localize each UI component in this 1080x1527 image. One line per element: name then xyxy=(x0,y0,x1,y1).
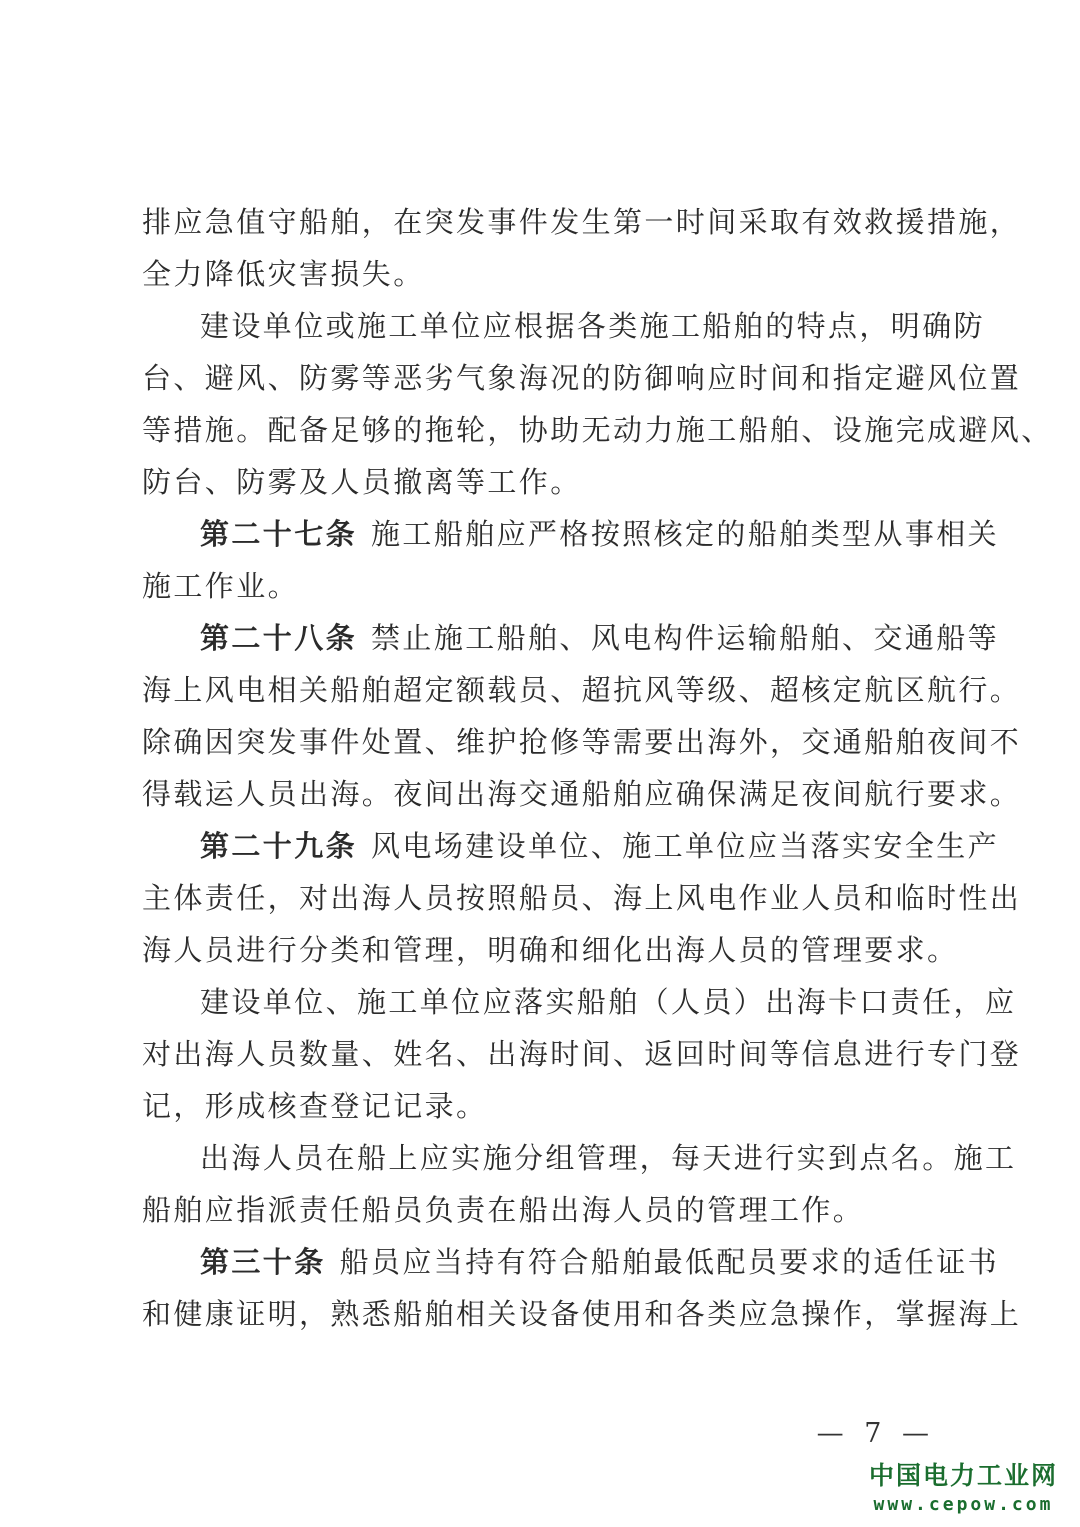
text-line: 等措施。配备足够的拖轮，协助无动力施工船舶、设施完成避风、 xyxy=(142,413,1053,447)
text-line: 防台、防雾及人员撤离等工作。 xyxy=(142,465,582,499)
article-29-line xyxy=(142,820,1000,872)
paragraph-line: 出海人员在船上应实施分组管理，每天进行实到点名。施工 xyxy=(200,1141,1017,1175)
text-line: 施工作业。 xyxy=(142,569,300,603)
text-line: 船舶应指派责任船员负责在船出海人员的管理工作。 xyxy=(142,1193,865,1227)
article-heading: 第二十七条 xyxy=(200,517,358,551)
article-text: 禁止施工船舶、风电构件运输船舶、交通船等 xyxy=(371,621,1000,655)
article-heading: 第三十条 xyxy=(200,1245,326,1279)
text-line: 记，形成核查登记记录。 xyxy=(142,1089,488,1123)
article-text: 施工船舶应严格按照核定的船舶类型从事相关 xyxy=(371,517,1000,551)
text-line: 海人员进行分类和管理，明确和细化出海人员的管理要求。 xyxy=(142,933,959,967)
text-line: 对出海人员数量、姓名、出海时间、返回时间等信息进行专门登 xyxy=(142,1037,1022,1071)
paragraph-line: 建设单位、施工单位应落实船舶（人员）出海卡口责任，应 xyxy=(200,985,1017,1019)
watermark-name: 中国电力工业网 xyxy=(868,1461,1058,1490)
text-line: 和健康证明，熟悉船舶相关设备使用和各类应急操作，掌握海上 xyxy=(142,1297,1022,1331)
text-line: 主体责任，对出海人员按照船员、海上风电作业人员和临时性出 xyxy=(142,881,1022,915)
text-line: 海上风电相关船舶超定额载员、超抗风等级、超核定航区航行。 xyxy=(142,673,1022,707)
article-heading: 第二十九条 xyxy=(200,829,358,863)
text-line: 除确因突发事件处置、维护抢修等需要出海外，交通船舶夜间不 xyxy=(142,725,1022,759)
paragraph-line: 建设单位或施工单位应根据各类施工船舶的特点，明确防 xyxy=(200,309,986,343)
text-line: 得载运人员出海。夜间出海交通船舶应确保满足夜间航行要求。 xyxy=(142,777,1022,811)
article-27-line xyxy=(142,508,1000,560)
site-watermark xyxy=(869,1460,1058,1518)
article-text: 船员应当持有符合船舶最低配员要求的适任证书 xyxy=(339,1245,1000,1279)
page-number: — 7 — xyxy=(816,1418,935,1449)
article-30-line xyxy=(142,1236,1000,1288)
article-28-line xyxy=(142,612,1000,664)
article-text: 风电场建设单位、施工单位应当落实安全生产 xyxy=(371,829,1000,863)
text-line: 排应急值守船舶，在突发事件发生第一时间采取有效救援措施， xyxy=(142,205,1022,239)
watermark-url: www.cepow.com xyxy=(873,1494,1054,1515)
text-line: 全力降低灾害损失。 xyxy=(142,257,425,291)
document-body xyxy=(142,196,1053,1340)
article-heading: 第二十八条 xyxy=(200,621,358,655)
text-line: 台、避风、防雾等恶劣气象海况的防御响应时间和指定避风位置 xyxy=(142,361,1022,395)
